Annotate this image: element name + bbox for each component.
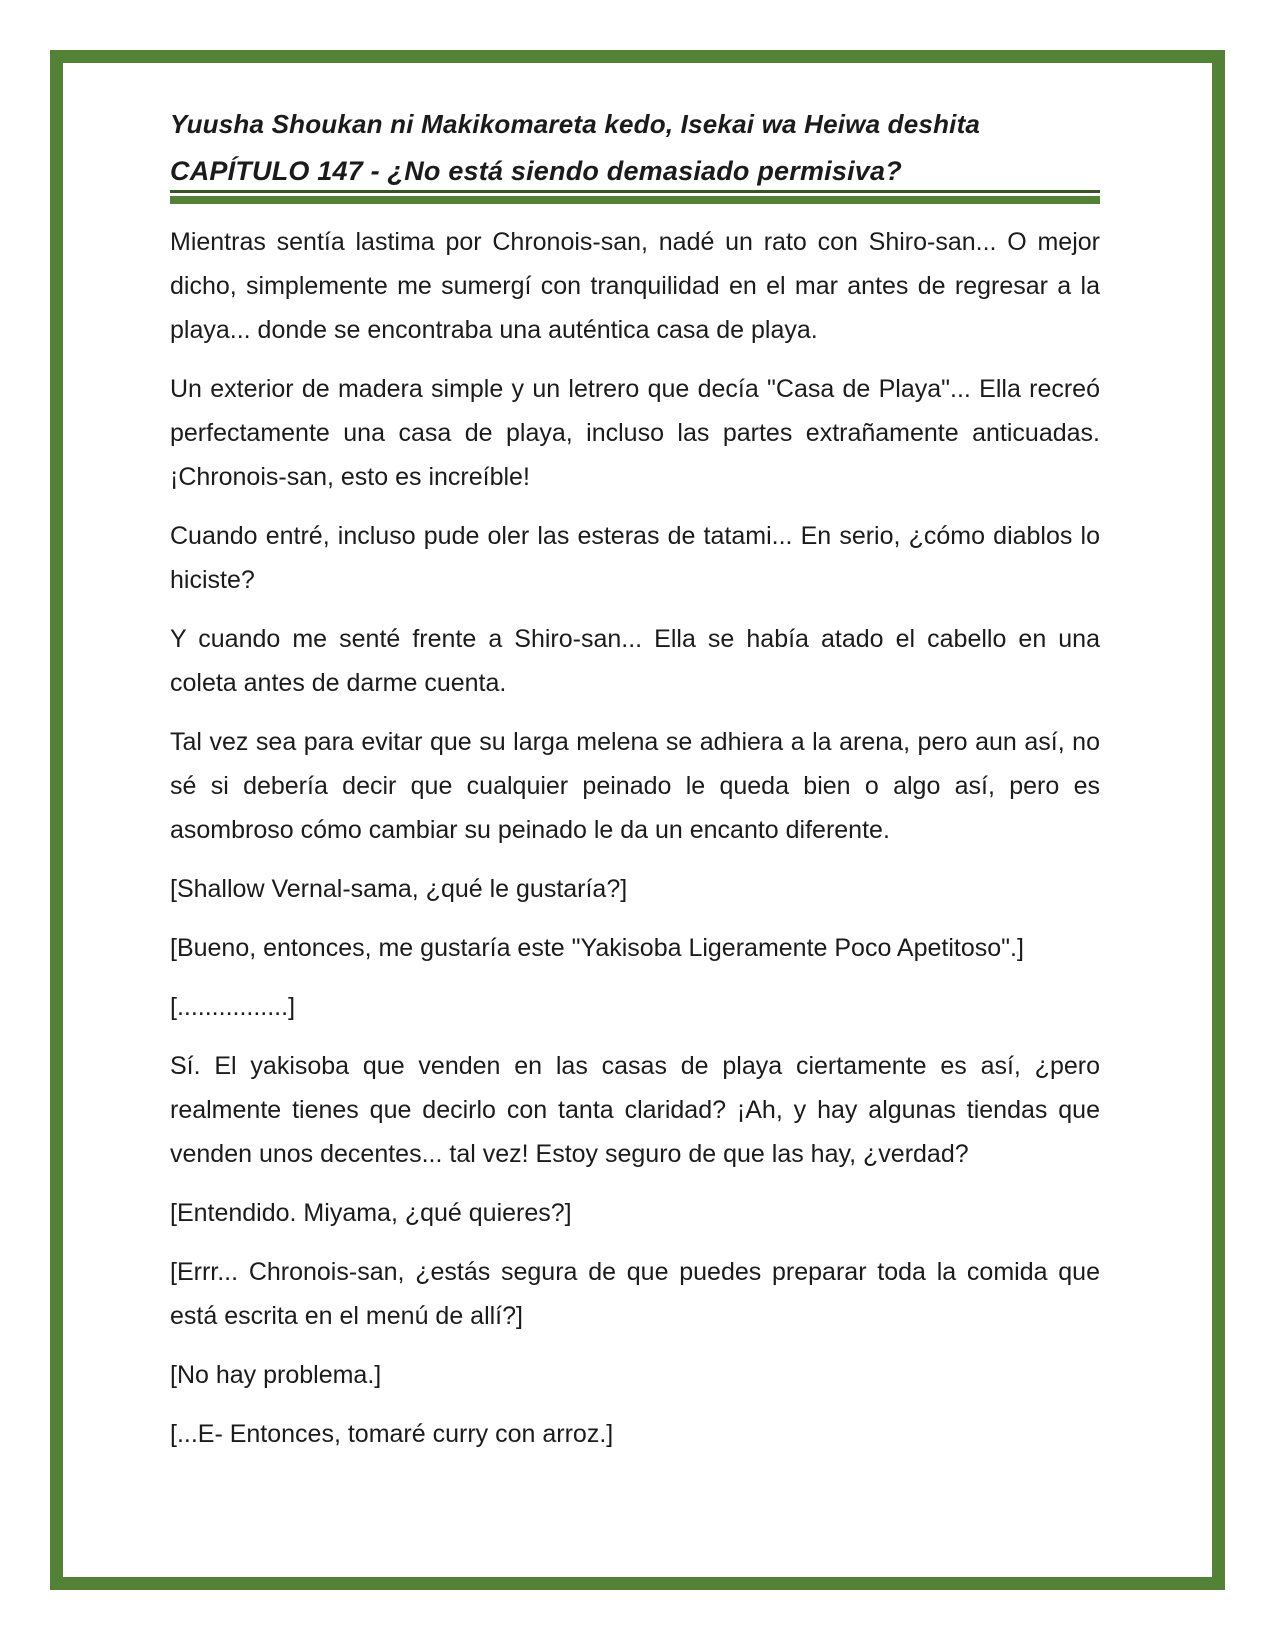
chapter-heading: CAPÍTULO 147 - ¿No está siendo demasiado permisiva? [170,156,902,186]
paragraph-list [170,220,1100,1456]
paragraph: [Shallow Vernal-sama, ¿qué le gustaría?] [170,875,628,903]
series-title: Yuusha Shoukan ni Makikomareta kedo, Isekai wa Heiwa deshita [170,109,981,139]
paragraph: [...E- Entonces, tomaré curry con arroz.] [170,1420,614,1448]
paragraph: Cuando entré, incluso pude oler las esteras de tatami... En serio, ¿cómo diablos lo hiciste? [170,522,1100,594]
paragraph: Y cuando me senté frente a Shiro-san... Ella se había atado el cabello en una coleta antes de darme cuenta. [170,625,1100,697]
paragraph: [Errr... Chronois-san, ¿estás segura de que puedes preparar toda la comida que está escrita en el menú de allí?] [170,1258,1100,1330]
paragraph: [................] [170,993,296,1021]
paragraph: [Entendido. Miyama, ¿qué quieres?] [170,1199,572,1227]
heading-rule-thick-line [170,196,1100,204]
paragraph: Sí. El yakisoba que venden en las casas de playa ciertamente es así, ¿pero realmente tienes que decirlo con tanta claridad? ¡Ah, y hay algunas tiendas que venden unos decentes... tal vez! Estoy seguro de que las hay, ¿verdad? [170,1052,1100,1168]
paragraph: [No hay problema.] [170,1361,382,1389]
paragraph: Mientras sentía lastima por Chronois-san, nadé un rato con Shiro-san... O mejor dicho, simplemente me sumergí con tranquilidad en el mar antes de regresar a la playa... donde se encontraba una auténtica casa de playa. [170,228,1100,344]
paragraph: Un exterior de madera simple y un letrero que decía "Casa de Playa"... Ella recreó perfectamente una casa de playa, incluso las partes extrañamente anticuadas. ¡Chronois-san, esto es increíble! [170,375,1100,491]
heading-rule [170,190,1100,204]
document-content [170,106,1100,1456]
paragraph: Tal vez sea para evitar que su larga melena se adhiera a la arena, pero aun así, no sé si debería decir que cualquier peinado le queda bien o algo así, pero es asombroso cómo cambiar su peinado le da un encanto diferente. [170,728,1100,844]
paragraph: [Bueno, entonces, me gustaría este "Yakisoba Ligeramente Poco Apetitoso".] [170,934,1024,962]
